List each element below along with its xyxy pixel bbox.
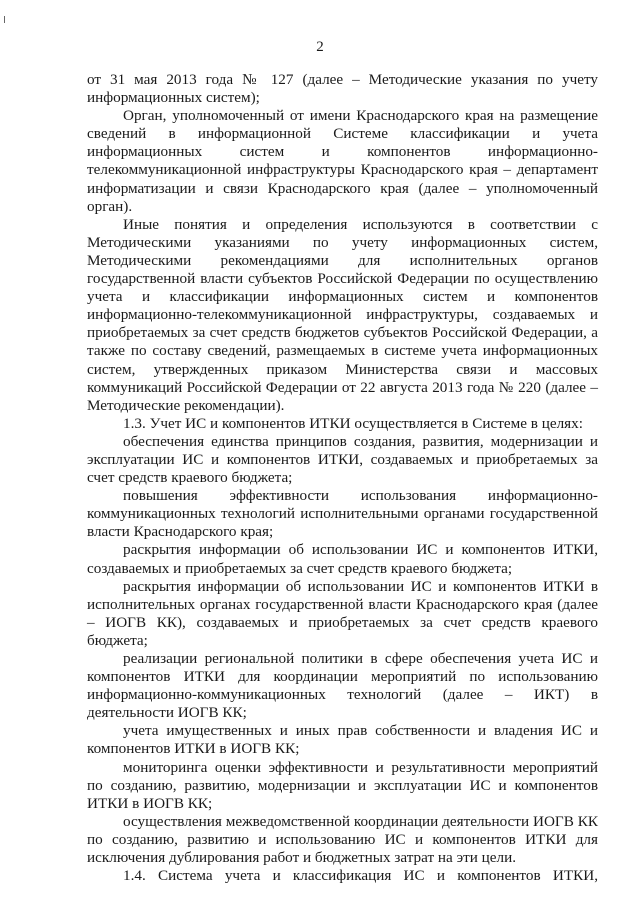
paragraph-section-1-4: 1.4. Система учета и классификация ИС и компонентов ИТКИ, [123, 867, 598, 885]
goal-item-efficiency: повышения эффективности использования информационно-коммуникационных технологий исполнительными органами государственной власти Краснодарского края; [87, 487, 598, 541]
page-number: 2 [316, 39, 324, 55]
goal-item-property-rights: учета имущественных и иных прав собственности и владения ИС и компонентов ИТКИ в ИОГВ КК; [87, 722, 598, 758]
goal-item-unity: обеспечения единства принципов создания, развития, модернизации и эксплуатации ИС и компонентов ИТКИ, создаваемых и приобретаемых за счет средств краевого бюджета; [87, 432, 598, 487]
paragraph-authorized-body: Орган, уполномоченный от имени Краснодарского края на размещение сведений в информационной Системе классификации и учета информационных систем и компонентов информационно-телекоммуникационной инфраструктуры Краснодарского края – департамент информатизации и связи Краснодарского края (далее – уполномоченный орган). [87, 107, 598, 215]
document-body [87, 71, 598, 885]
paragraph-definitions: Иные понятия и определения используются в соответствии с Методическими указаниями по учету информационных систем, Методическими рекомендациями для исполнительных органов государственной власти субъектов Российской Федерации по осуществлению учета и классификации информационных систем и компонентов информационно-телекоммуникационной инфраструктуры, создаваемых и приобретаемых за счет средств бюджетов субъектов Российской Федерации, а также по составу сведений, размещаемых в системе учета информационных систем, утвержденных приказом Министерства связи и массовых коммуникаций Российской Федерации от 22 августа 2013 года № 220 (далее – Методические рекомендации). [87, 215, 598, 414]
paragraph-continuation: от 31 мая 2013 года № 127 (далее – Методические указания по учету информационных систем); [87, 71, 598, 107]
goal-item-coordination: осуществления межведомственной координации деятельности ИОГВ КК по созданию, развитию и использованию ИС и компонентов ИТКИ для исключения дублирования работ и бюджетных затрат на эти цели. [87, 812, 598, 867]
goal-item-regional-policy: реализации региональной политики в сфере обеспечения учета ИС и компонентов ИТКИ для координации мероприятий по использованию информационно-коммуникационных технологий (далее – ИКТ) в деятельности ИОГВ КК; [87, 650, 598, 722]
goal-item-monitoring: мониторинга оценки эффективности и результативности мероприятий по созданию, развитию, модернизации и эксплуатации ИС и компонентов ИТКИ в ИОГВ КК; [87, 758, 598, 812]
margin-mark [4, 16, 5, 23]
goal-item-disclosure-budget: раскрытия информации об использовании ИС и компонентов ИТКИ, создаваемых и приобретаемых за счет средств краевого бюджета; [87, 541, 598, 577]
paragraph-section-1-3: 1.3. Учет ИС и компонентов ИТКИ осуществляется в Системе в целях: [123, 414, 583, 432]
goal-item-disclosure-iogv: раскрытия информации об использовании ИС и компонентов ИТКИ в исполнительных органах государственной власти Краснодарского края (далее – ИОГВ КК), создаваемых и приобретаемых за счет средств краевого бюджета; [87, 577, 598, 649]
